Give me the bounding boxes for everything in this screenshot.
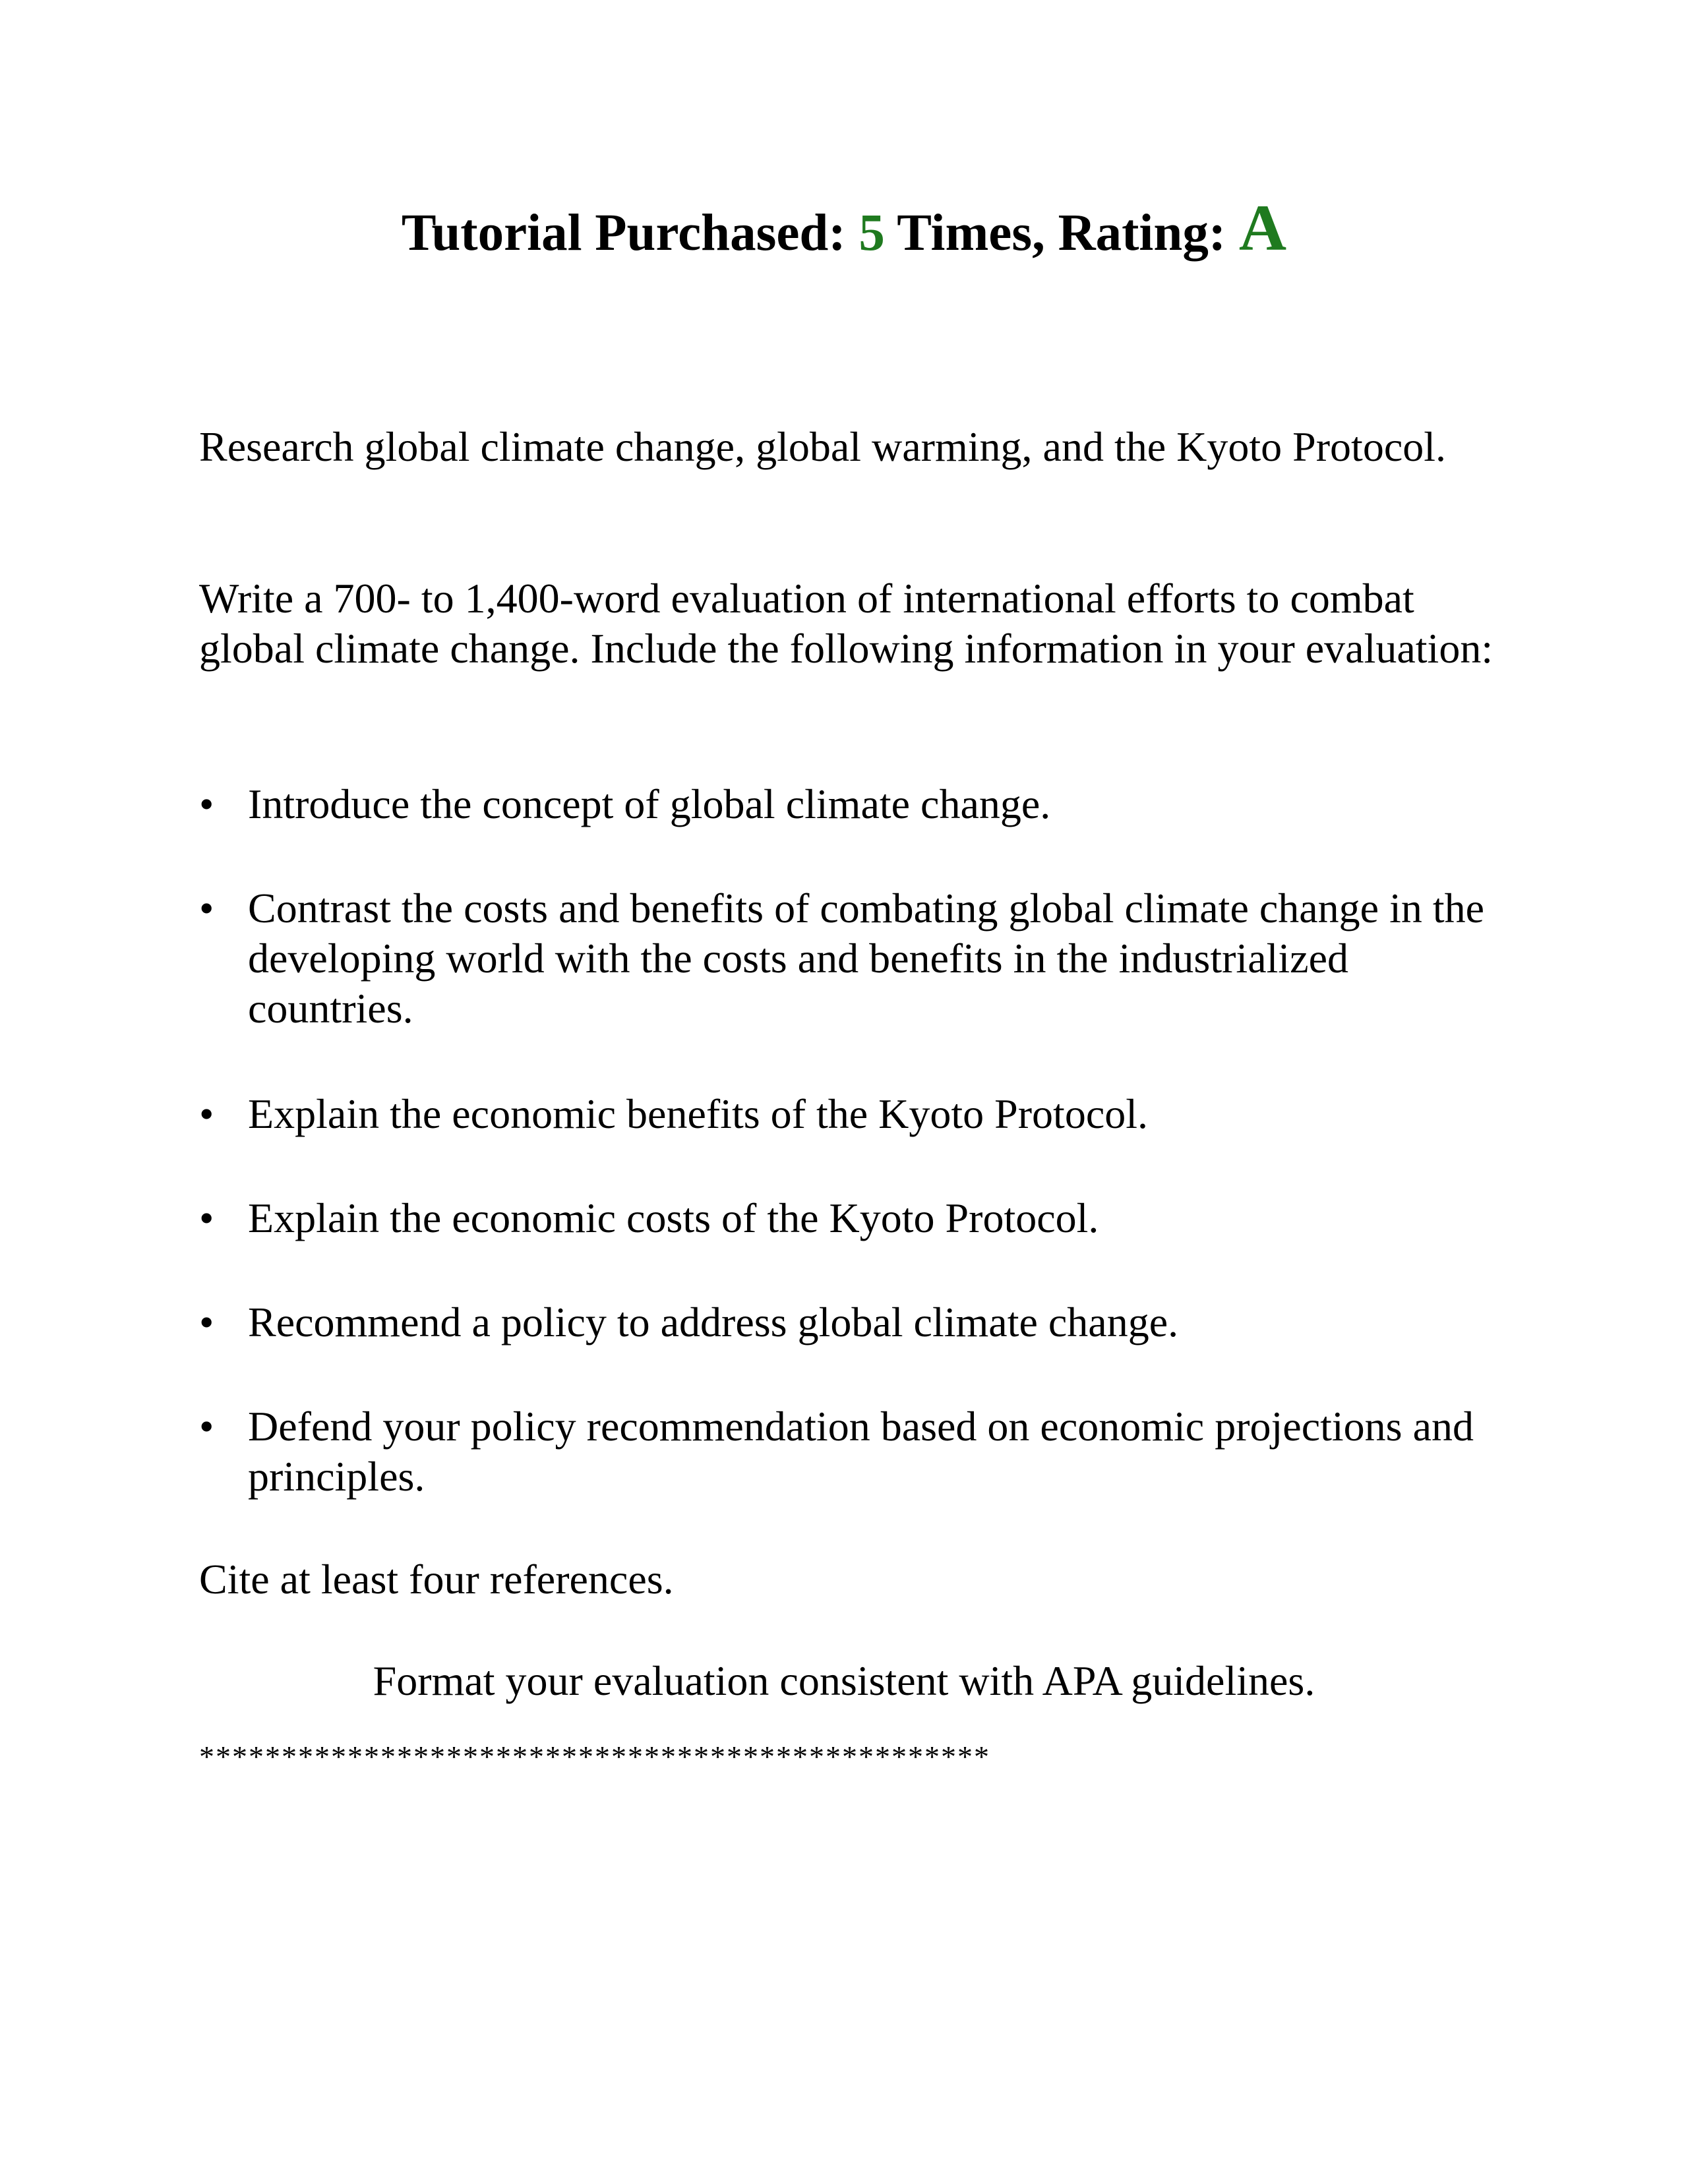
- list-item: [199, 883, 1518, 1034]
- references-paragraph: Cite at least four references.: [199, 1556, 674, 1603]
- list-item-text: Explain the economic benefits of the Kyoto Protocol.: [248, 1090, 1148, 1137]
- list-item-text: Explain the economic costs of the Kyoto Protocol.: [248, 1195, 1099, 1241]
- list-item: [199, 779, 1518, 829]
- format-paragraph: Format your evaluation consistent with APA guidelines.: [373, 1657, 1315, 1704]
- instructions-paragraph: Write a 700- to 1,400-word evaluation of international efforts to combat global climate change. Include the following information in your evaluation:: [199, 575, 1493, 672]
- list-item: [199, 1193, 1518, 1243]
- bullet-icon: •: [199, 1403, 214, 1450]
- separator-line: ************************************************: [199, 1740, 990, 1773]
- title-middle: Times, Rating:: [884, 204, 1239, 262]
- intro-paragraph: Research global climate change, global warming, and the Kyoto Protocol.: [199, 423, 1446, 470]
- list-item-text: Contrast the costs and benefits of combating global climate change in the developing world with the costs and benefits in the industrialized countries.: [248, 885, 1485, 1032]
- bullet-icon: •: [199, 885, 214, 931]
- list-item-text: Introduce the concept of global climate change.: [248, 781, 1051, 827]
- list-item: [199, 1402, 1518, 1502]
- list-item: [199, 1297, 1518, 1347]
- bullet-icon: •: [199, 1195, 214, 1241]
- rating-grade: A: [1238, 191, 1287, 264]
- bullet-icon: •: [199, 1299, 214, 1345]
- list-item-text: Defend your policy recommendation based on economic projections and principles.: [248, 1403, 1474, 1500]
- purchase-count: 5: [859, 204, 885, 262]
- title-prefix: Tutorial Purchased:: [401, 204, 859, 262]
- bullet-icon: •: [199, 1090, 214, 1137]
- list-item: [199, 1089, 1518, 1139]
- bullet-icon: •: [199, 781, 214, 827]
- list-item-text: Recommend a policy to address global climate change.: [248, 1299, 1179, 1345]
